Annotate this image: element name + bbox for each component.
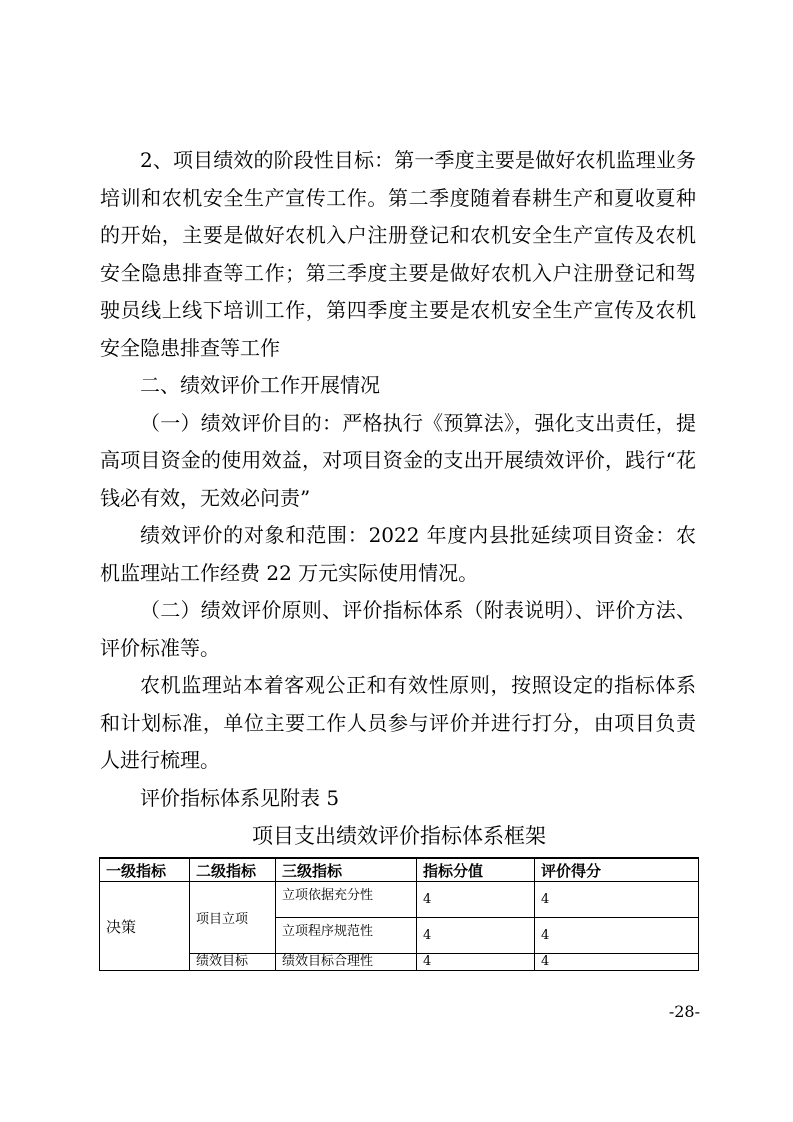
cell-level3: 绩效目标合理性 [276, 954, 417, 971]
cell-level2: 绩效目标 [190, 954, 276, 971]
paragraph-stage-goals: 2、项目绩效的阶段性目标：第一季度主要是做好农机监理业务培训和农机安全生产宣传工作。第二季度随着春耕生产和夏收夏种的开始，主要是做好农机入户注册登记和农机安全生产宣传及农机安全隐患排查等工作；第三季度主要是做好农机入户注册登记和驾驶员线上线下培训工作，第四季度主要是农机安全生产宣传及农机安全隐患排查等工作 [100, 148, 696, 360]
paragraph-evaluation-process: 农机监理站本着客观公正和有效性原则，按照设定的指标体系和计划标准，单位主要工作人员参与评价并进行打分，由项目负责人进行梳理。 [100, 673, 696, 772]
paragraph-evaluation-scope: 绩效评价的对象和范围：2022 年度内县批延续项目资金：农机监理站工作经费 22 万元实际使用情况。 [100, 523, 696, 585]
table-row [100, 954, 699, 971]
header-level3: 三级指标 [276, 858, 417, 882]
paragraph-appendix-reference: 评价指标体系见附表 5 [140, 785, 340, 810]
cell-score: 4 [417, 882, 535, 918]
paragraph-evaluation-principles: （二）绩效评价原则、评价指标体系（附表说明）、评价方法、评价标准等。 [100, 598, 696, 660]
paragraph-evaluation-purpose: （一）绩效评价目的：严格执行《预算法》，强化支出责任，提高项目资金的使用效益，对项目资金的支出开展绩效评价，践行“花钱必有效，无效必问责” [100, 410, 696, 510]
body-text [100, 142, 696, 817]
cell-result: 4 [535, 918, 699, 954]
cell-score: 4 [417, 918, 535, 954]
header-score: 指标分值 [417, 858, 535, 882]
cell-level3: 立项依据充分性 [276, 882, 417, 918]
section-heading: 二、绩效评价工作开展情况 [140, 373, 380, 397]
header-result: 评价得分 [535, 858, 699, 882]
metrics-table [99, 857, 699, 971]
page-number: -28- [668, 1002, 700, 1021]
table-title: 项目支出绩效评价指标体系框架 [252, 824, 546, 848]
table-row [100, 882, 699, 918]
header-level1: 一级指标 [100, 858, 190, 882]
cell-result: 4 [535, 954, 699, 971]
cell-level3: 立项程序规范性 [276, 918, 417, 954]
cell-level2: 项目立项 [190, 882, 276, 954]
table-header-row [100, 858, 699, 882]
cell-score: 4 [417, 954, 535, 971]
cell-result: 4 [535, 882, 699, 918]
cell-level1: 决策 [100, 882, 190, 971]
header-level2: 二级指标 [190, 858, 276, 882]
